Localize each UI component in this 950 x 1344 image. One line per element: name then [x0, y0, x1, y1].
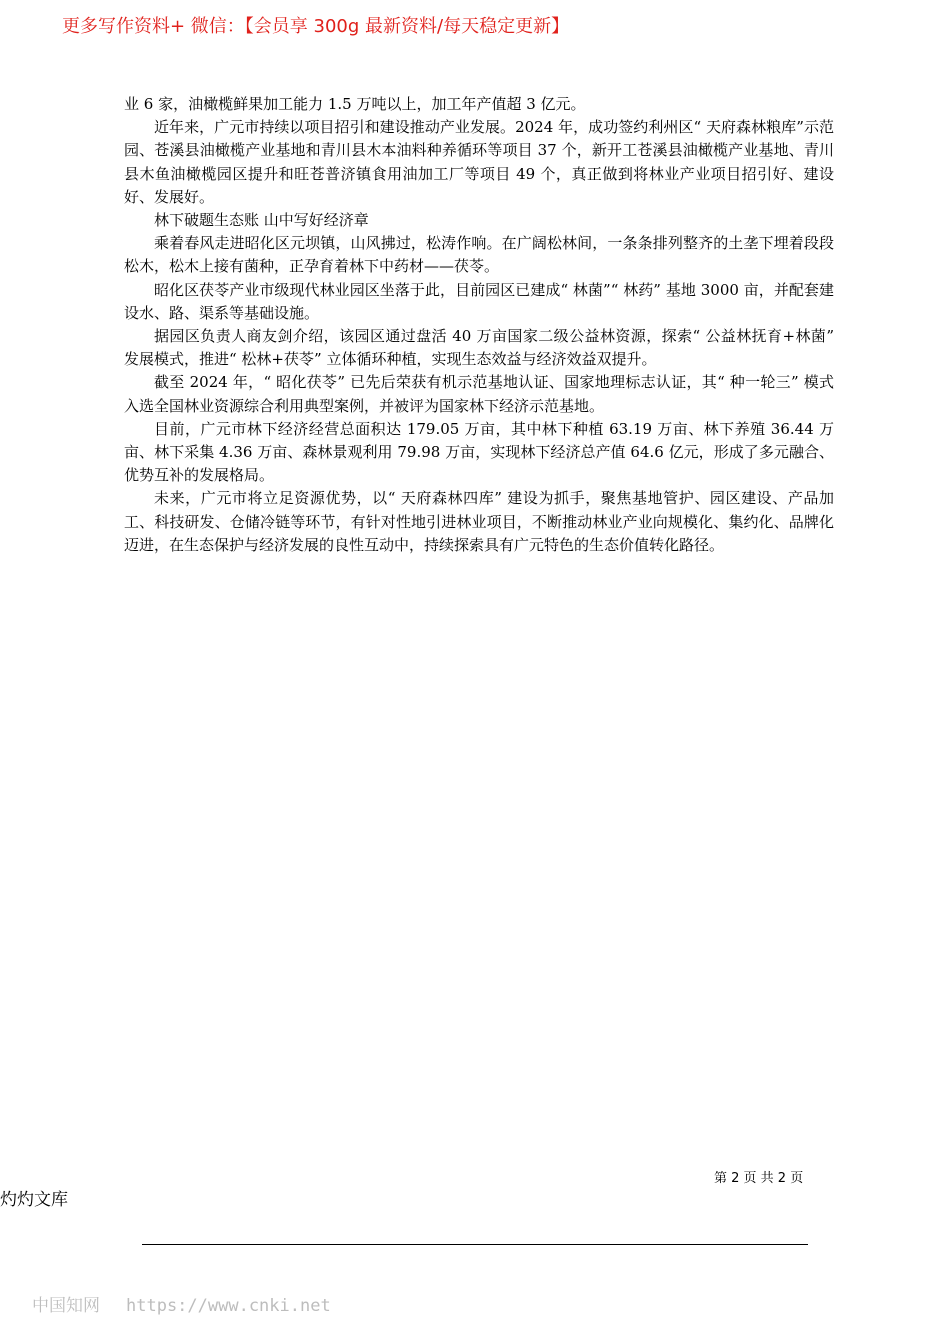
paragraph: 未来，广元市将立足资源优势，以“ 天府森林四库” 建设为抓手，聚焦基地管护、园区建设、产品加工、科技研发、仓储冷链等环节，有针对性地引进林业项目，不断推动林业产业向规模化、集约化、品牌化迈进，在生态保护与经济发展的良性互动中，持续探索具有广元特色的生态价值转化路径。	[124, 489, 834, 554]
paragraph: 据园区负责人商友剑介绍，该园区通过盘活 40 万亩国家二级公益林资源，探索“ 公益林抚育+林菌” 发展模式，推进“ 松林+茯苓” 立体循环种植，实现生态效益与经济效益双提升。	[124, 327, 834, 369]
watermark-url: https://www.cnki.net	[126, 1296, 331, 1316]
article-body	[124, 93, 834, 557]
watermark-site-name: 中国知网	[32, 1296, 100, 1316]
paragraph: 近年来，广元市持续以项目招引和建设推动产业发展。2024 年，成功签约利州区“ 天府森林粮库”示范园、苍溪县油橄榄产业基地和青川县木本油料种养循环等项目 37 个，新开工苍溪县油橄榄产业基地、青川县木鱼油橄榄园区提升和旺苍普济镇食用油加工厂等项目 49 个，真正做到将林业产业项目招引好、建设好、发展好。	[124, 118, 834, 206]
paragraph-continuation: 业 6 家，油橄榄鲜果加工能力 1.5 万吨以上，加工年产值超 3 亿元。	[124, 95, 586, 113]
paragraph: 乘着春风走进昭化区元坝镇，山风拂过，松涛作响。在广阔松林间，一条条排列整齐的土垄下埋着段段松木，松木上接有菌种，正孕育着林下中药材——茯苓。	[124, 234, 834, 276]
paragraph: 目前，广元市林下经济经营总面积达 179.05 万亩，其中林下种植 63.19 万亩、林下养殖 36.44 万亩、林下采集 4.36 万亩、森林景观利用 79.98 万亩，实现林下经济总产值 64.6 亿元，形成了多元融合、优势互补的发展格局。	[124, 419, 834, 485]
section-heading: 林下破题生态账 山中写好经济章	[154, 211, 369, 230]
page-number: 第 2 页 共 2 页	[714, 1171, 804, 1186]
footer-brand: 灼灼文库	[0, 1190, 68, 1210]
watermark	[32, 1294, 331, 1318]
paragraph: 截至 2024 年，“ 昭化茯苓” 已先后荣获有机示范基地认证、国家地理标志认证，其“ 种一轮三” 模式入选全国林业资源综合利用典型案例，并被评为国家林下经济示范基地。	[124, 373, 834, 415]
paragraph: 昭化区茯苓产业市级现代林业园区坐落于此，目前园区已建成“ 林菌”“ 林药” 基地 3000 亩，并配套建设水、路、渠系等基础设施。	[124, 280, 834, 322]
promo-banner: 更多写作资料+ 微信：【会员享 300g 最新资料/每天稳定更新】	[62, 16, 570, 37]
footer-divider	[142, 1244, 808, 1245]
